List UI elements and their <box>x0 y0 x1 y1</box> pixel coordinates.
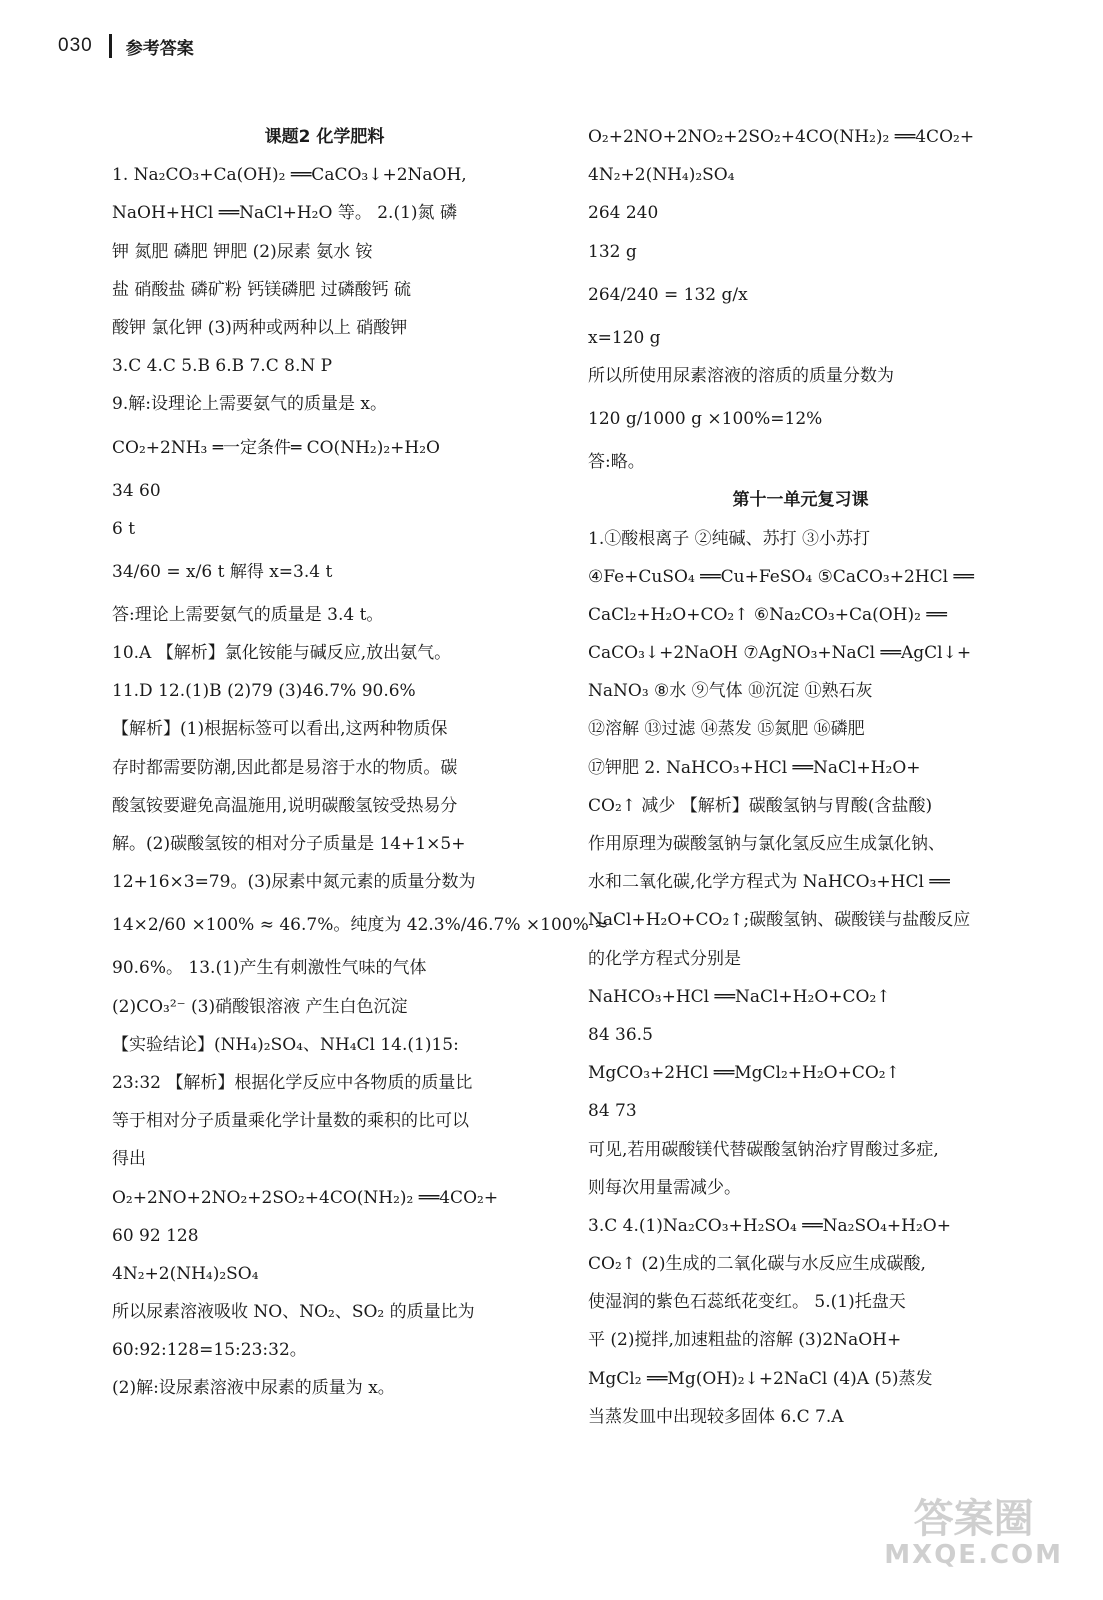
watermark-logo <box>884 1497 1063 1570</box>
text-line: ⑫溶解 ⑬过滤 ⑭蒸发 ⑮氮肥 ⑯磷肥 <box>588 719 865 740</box>
text-line: 可见,若用碳酸镁代替碳酸氢钠治疗胃酸过多症, <box>588 1139 939 1160</box>
text-line: CaCO₃↓+2NaOH ⑦AgNO₃+NaCl ══AgCl↓+ <box>588 643 972 664</box>
text-line: MgCO₃+2HCl ══MgCl₂+H₂O+CO₂↑ <box>588 1063 900 1084</box>
text-line: 4N₂+2(NH₄)₂SO₄ <box>112 1263 259 1284</box>
text-line: 作用原理为碳酸氢钠与氯化氢反应生成氯化钠、 <box>588 834 945 854</box>
text-line: 14×2/60 ×100% ≈ 46.7%。纯度为 42.3%/46.7% ×100% ≈ <box>112 915 609 936</box>
text-line: 12+16×3=79。(3)尿素中氮元素的质量分数为 <box>112 872 476 893</box>
text-line: 60:92:128=15:23:32。 <box>112 1340 307 1361</box>
text-line: 6 t <box>112 518 136 539</box>
text-line: 盐 硝酸盐 磷矿粉 钙镁磷肥 过磷酸钙 硫 <box>112 279 412 300</box>
text-line: 存时都需要防潮,因此都是易溶于水的物质。碳 <box>112 757 458 778</box>
right-column <box>588 118 1013 1436</box>
text-line: CaCl₂+H₂O+CO₂↑ ⑥Na₂CO₃+Ca(OH)₂ ══ <box>588 604 947 625</box>
text-line: NaOH+HCl ══NaCl+H₂O 等。 2.(1)氮 磷 <box>112 203 457 224</box>
text-line: 当蒸发皿中出现较多固体 6.C 7.A <box>588 1406 844 1427</box>
text-line: 264/240 = 132 g/x <box>588 284 748 305</box>
text-line: NaCl+H₂O+CO₂↑;碳酸氢钠、碳酸镁与盐酸反应 <box>588 910 971 931</box>
text-line: 264 240 <box>588 203 659 224</box>
text-line: MgCl₂ ══Mg(OH)₂↓+2NaCl (4)A (5)蒸发 <box>588 1368 933 1389</box>
section-heading: 第十一单元复习课 <box>732 490 869 511</box>
text-line: 酸氢铵要避免高温施用,说明碳酸氢铵受热易分 <box>112 795 458 816</box>
text-line: 84 36.5 <box>588 1024 653 1045</box>
text-line: 的化学方程式分别是 <box>588 948 741 969</box>
text-line: ④Fe+CuSO₄ ══Cu+FeSO₄ ⑤CaCO₃+2HCl ══ <box>588 566 974 587</box>
text-line: x=120 g <box>588 327 661 348</box>
text-line: 3.C 4.(1)Na₂CO₃+H₂SO₄ ══Na₂SO₄+H₂O+ <box>588 1215 951 1236</box>
text-line: 1. Na₂CO₃+Ca(OH)₂ ══CaCO₃↓+2NaOH, <box>112 165 467 186</box>
text-line: 23:32 【解析】根据化学反应中各物质的质量比 <box>112 1072 473 1093</box>
text-line: NaHCO₃+HCl ══NaCl+H₂O+CO₂↑ <box>588 986 891 1007</box>
text-line: 1.①酸根离子 ②纯碱、苏打 ③小苏打 <box>588 528 871 549</box>
text-line: CO₂↑ (2)生成的二氧化碳与水反应生成碳酸, <box>588 1254 926 1275</box>
text-line: (2)CO₃²⁻ (3)硝酸银溶液 产生白色沉淀 <box>112 996 408 1017</box>
text-line: NaNO₃ ⑧水 ⑨气体 ⑩沉淀 ⑪熟石灰 <box>588 681 873 702</box>
section-heading: 课题2 化学肥料 <box>264 127 385 147</box>
text-line: 答:理论上需要氨气的质量是 3.4 t。 <box>112 604 384 625</box>
text-line: ⑰钾肥 2. NaHCO₃+HCl ══NaCl+H₂O+ <box>588 757 921 778</box>
watermark-text: 答案圈 <box>913 1496 1034 1543</box>
text-line: 120 g/1000 g ×100%=12% <box>588 409 823 430</box>
text-line: 等于相对分子质量乘化学计量数的乘积的比可以 <box>112 1111 469 1132</box>
page-number: 030 <box>58 35 93 56</box>
text-line: 34/60 = x/6 t 解得 x=3.4 t <box>112 561 333 582</box>
text-line: 所以尿素溶液吸收 NO、NO₂、SO₂ 的质量比为 <box>112 1302 475 1323</box>
text-line: CO₂↑ 减少 【解析】碳酸氢钠与胃酸(含盐酸) <box>588 795 933 816</box>
text-line: 【解析】(1)根据标签可以看出,这两种物质保 <box>112 719 448 740</box>
text-line: 钾 氮肥 磷肥 钾肥 (2)尿素 氨水 铵 <box>112 241 373 262</box>
text-line: 84 73 <box>588 1101 637 1122</box>
watermark-url: MXQE.COM <box>884 1540 1063 1571</box>
left-column <box>112 118 609 1408</box>
text-line: 90.6%。 13.(1)产生有刺激性气味的气体 <box>112 958 427 979</box>
text-line: 水和二氧化碳,化学方程式为 NaHCO₃+HCl ══ <box>588 872 950 893</box>
text-line: 【实验结论】(NH₄)₂SO₄、NH₄Cl 14.(1)15: <box>112 1034 459 1055</box>
text-line: O₂+2NO+2NO₂+2SO₂+4CO(NH₂)₂ ══4CO₂+ <box>588 127 975 147</box>
text-line: (2)解:设尿素溶液中尿素的质量为 x。 <box>112 1378 395 1399</box>
text-line: 则每次用量需减少。 <box>588 1177 741 1198</box>
text-line: 平 (2)搅拌,加速粗盐的溶解 (3)2NaOH+ <box>588 1330 902 1351</box>
text-line: 4N₂+2(NH₄)₂SO₄ <box>588 165 735 186</box>
text-line: 9.解:设理论上需要氨气的质量是 x。 <box>112 394 387 415</box>
text-line: 得出 <box>112 1149 146 1170</box>
text-line: 3.C 4.C 5.B 6.B 7.C 8.N P <box>112 356 333 377</box>
header-title: 参考答案 <box>125 38 194 59</box>
text-line: 34 60 <box>112 480 161 501</box>
text-line: CO₂+2NH₃ ═一定条件═ CO(NH₂)₂+H₂O <box>112 437 440 458</box>
text-line: 答:略。 <box>588 452 645 473</box>
header-divider <box>109 34 112 58</box>
page-header <box>58 30 194 62</box>
text-line: 132 g <box>588 241 637 262</box>
text-line: 解。(2)碳酸氢铵的相对分子质量是 14+1×5+ <box>112 834 466 854</box>
text-line: O₂+2NO+2NO₂+2SO₂+4CO(NH₂)₂ ══4CO₂+ <box>112 1187 499 1208</box>
text-line: 60 92 128 <box>112 1225 199 1246</box>
text-line: 使湿润的紫色石蕊纸花变红。 5.(1)托盘天 <box>588 1292 906 1313</box>
text-line: 所以所使用尿素溶液的溶质的质量分数为 <box>588 365 894 386</box>
text-line: 10.A 【解析】氯化铵能与碱反应,放出氨气。 <box>112 643 452 664</box>
text-line: 酸钾 氯化钾 (3)两种或两种以上 硝酸钾 <box>112 317 408 338</box>
text-line: 11.D 12.(1)B (2)79 (3)46.7% 90.6% <box>112 681 416 702</box>
